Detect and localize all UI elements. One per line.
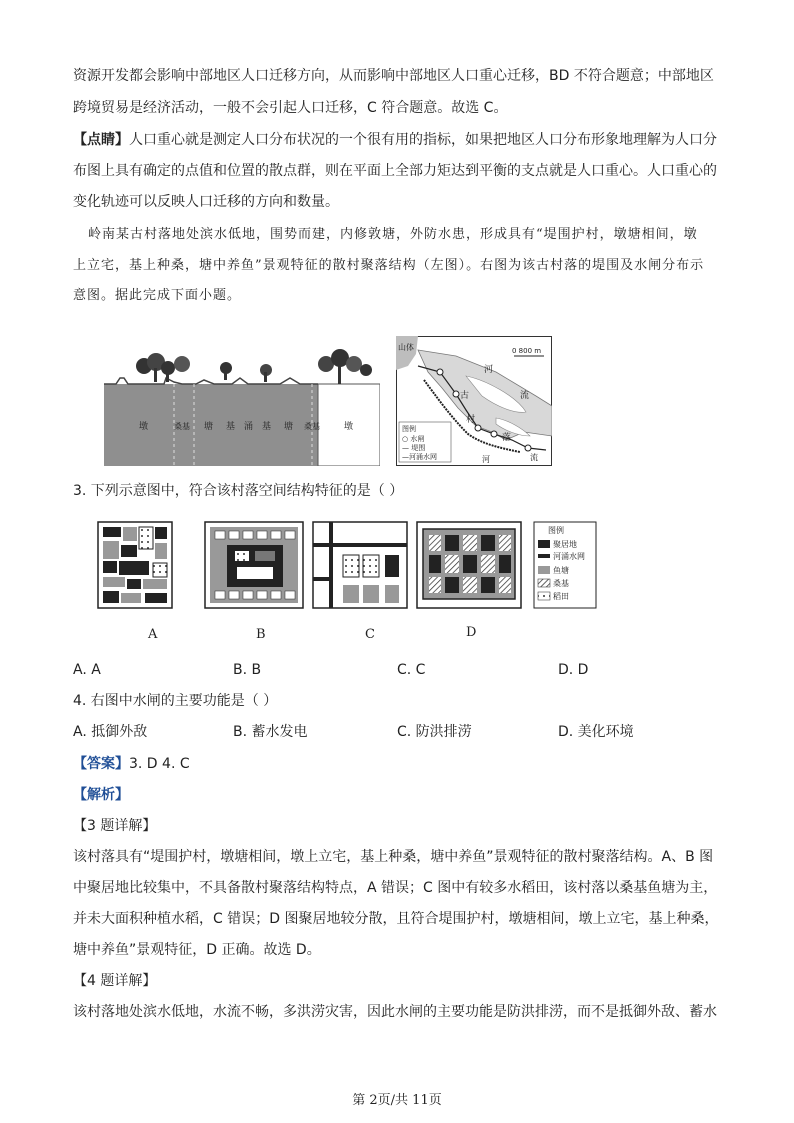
analysis-label: 【解析】 [73,787,129,803]
q3-legend [534,522,596,608]
legend-item: 聚居地 [553,540,577,549]
figure-caption-c: C [365,627,375,642]
map-label: 村 [466,415,476,425]
tree-cluster-icon [318,349,372,384]
paragraph-line: 塘中养鱼”景观特征，D 正确。故选 D。 [73,942,321,958]
section-label: 塘 [204,422,214,432]
paragraph-line: 并未大面积种植水稻，C 错误；D 图聚居地较分散，且符合堤围护村，墩塘相间，墩上立宅，基上种桑， [73,911,719,927]
section-label: 桑基 [174,422,190,431]
q4-detail-label: 【4 题详解】 [73,973,157,989]
paragraph-line: 跨境贸易是经济活动，一般不会引起人口迁移，C 符合题意。故选 C。 [73,100,508,116]
option-c-diagram [313,522,407,608]
q3-option-d[interactable]: D. D [558,662,589,678]
paragraph-line: 布图上具有确定的点值和位置的散点群，则在平面上全部力矩达到平衡的支点就是人口重心。人口重心的 [73,163,717,179]
map-label: 流 [530,453,538,462]
answer-label: 【答案】 [73,756,129,772]
figure-caption-b: B [256,627,266,642]
q3-detail-label: 【3 题详解】 [73,818,157,834]
section-label: 涌 [244,422,254,432]
cross-section-figure [104,344,380,466]
question-4-stem: 4. 右图中水闸的主要功能是（ ） [73,693,278,709]
map-label: 河 [482,455,490,464]
legend-item: 鱼塘 [553,566,569,575]
dianjing-label: 【点睛】 [73,132,129,148]
sluice-marker [437,369,443,375]
stem-line: 意图。据此完成下面小题。 [73,288,242,303]
section-label: 基 [262,422,272,432]
paragraph-line: 变化轨迹可以反映人口迁移的方向和数量。 [73,194,339,210]
map-label: 流 [520,391,530,401]
section-label: 墩 [344,422,354,432]
map-legend-item: ○ 水闸 [402,435,425,443]
legend-title: 图例 [548,526,564,535]
paragraph-line: 中聚居地比较集中，不具备散村聚落结构特点，A 错误；C 图中有较多水稻田，该村落以桑基鱼塘为主， [73,880,718,896]
map-label: 落 [502,433,512,443]
stem-line: 上立宅，基上种桑，塘中养鱼”景观特征的散村聚落结构（左图）。右图为该古村落的堤围及水闸分布示 [73,258,705,273]
map-label: 山体 [398,343,414,352]
ground-line [104,378,318,384]
scale-label: 0 800 m [512,347,542,355]
q4-option-d[interactable]: D. 美化环境 [558,724,634,740]
sluice-marker [453,391,459,397]
village-map-figure [396,336,552,466]
map-legend-item: — 堤围 [402,444,426,452]
stem-line: 岭南某古村落地处滨水低地，围势而建，内修敦塘，外防水患，形成具有“堤围护村，墩塘相间，墩 [88,227,698,242]
page-footer: 第 2页/共 11页 [352,1093,442,1108]
map-label: 古 [460,391,470,401]
paragraph-line: 该村落地处滨水低地，水流不畅，多洪涝灾害，因此水闸的主要功能是防洪排涝，而不是抵御外敌、蓄水 [73,1004,717,1020]
q3-option-b[interactable]: B. B [233,662,262,678]
map-legend-item: —河涌水网 [402,453,437,461]
q4-option-c[interactable]: C. 防洪排涝 [397,724,472,740]
section-label: 塘 [284,422,294,432]
option-d-diagram [417,522,521,608]
option-b-diagram [205,522,303,608]
figure-caption-a: A [148,627,158,642]
paragraph-line: 该村落具有“堤围护村，墩塘相间，墩上立宅，基上种桑，塘中养鱼”景观特征的散村聚落结构。A、B 图 [73,849,714,865]
dianjing-line [73,130,717,150]
legend-item: 稻田 [553,592,569,601]
sluice-marker [491,431,497,437]
section-label: 基 [226,422,236,432]
answer-line [73,754,190,774]
answer-text: 3. D 4. C [129,756,190,772]
legend-item: 河涌水网 [553,552,585,561]
paragraph-line: 资源开发都会影响中部地区人口迁移方向，从而影响中部地区人口重心迁移，BD 不符合题意；中部地区 [73,68,714,84]
sluice-marker [525,445,531,451]
q4-option-a[interactable]: A. 抵御外敌 [73,724,148,740]
q3-option-c[interactable]: C. C [397,662,426,678]
option-a-diagram [98,522,172,608]
tree-cluster-icon [136,353,190,382]
legend-item: 桑基 [553,579,569,588]
sluice-marker [475,425,481,431]
section-label: 桑基 [304,422,320,431]
figure-caption-d: D [466,625,477,640]
q4-option-b[interactable]: B. 蓄水发电 [233,724,308,740]
q3-option-a[interactable]: A. A [73,662,101,678]
map-label: 河 [484,365,494,375]
map-legend-title: 图例 [402,425,416,433]
section-label: 墩 [139,422,149,432]
dianjing-text: 人口重心就是测定人口分布状况的一个很有用的指标，如果把地区人口分布形象地理解为人口分 [129,132,717,148]
q3-figure-row [97,521,597,609]
question-3-stem: 3. 下列示意图中，符合该村落空间结构特征的是（ ） [73,483,404,499]
tree-cluster-icon [220,362,272,382]
